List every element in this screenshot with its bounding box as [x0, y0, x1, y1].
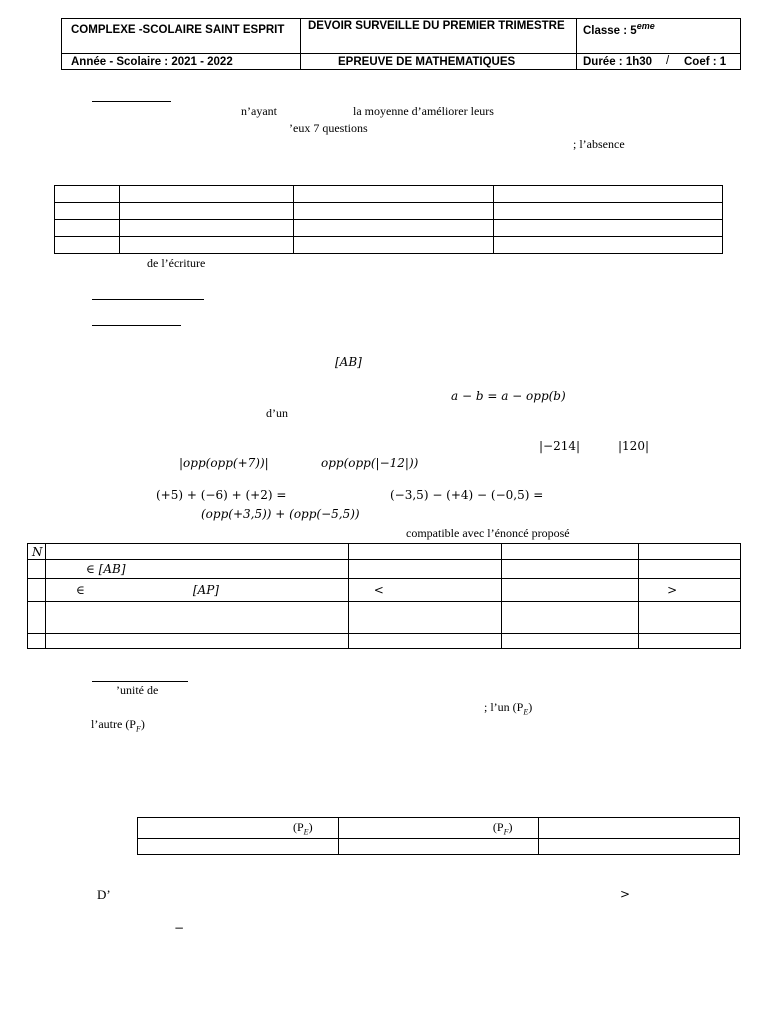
table-cell: [338, 839, 538, 855]
calculation: (+5) + (−6) + (+2) =: [156, 488, 287, 502]
table-cell: [639, 560, 741, 579]
table-cell: [639, 634, 741, 649]
table-cell: [119, 237, 293, 254]
table-cell: [348, 544, 502, 560]
absolute-value: |−214|: [539, 439, 581, 453]
calculation: (−3,5) − (+4) − (−0,5) =: [390, 488, 544, 502]
table-cell: [538, 818, 739, 839]
subject: EPREUVE DE MATHEMATIQUES: [338, 56, 516, 68]
table-cell: [494, 203, 723, 220]
absolute-value: |120|: [618, 439, 649, 453]
table-cell: [293, 220, 494, 237]
fragment-text: ; l’un $(P_E)$: [484, 700, 533, 717]
coefficient: Coef : 1: [684, 56, 727, 68]
header-divider: [62, 53, 740, 54]
table-header-pe: $(P_E)$: [138, 818, 339, 839]
fragment-text: d’un: [266, 406, 288, 420]
table-cell: [45, 544, 348, 560]
table-cell: <: [348, 579, 502, 602]
table-cell: [293, 237, 494, 254]
school-year: Année - Scolaire : 2021 - 2022: [71, 56, 233, 68]
table-cell: [502, 579, 639, 602]
formula: a − b = a − opp(b): [451, 389, 566, 403]
intro-text: n’ayant: [241, 104, 277, 118]
table-header-pf: $(P_F)$: [338, 818, 538, 839]
symbol: >: [620, 887, 631, 901]
intro-text: ; l’absence: [573, 137, 625, 151]
table-cell: ∈ [AP]: [45, 579, 348, 602]
table-cell: [502, 544, 639, 560]
comparison-table: [137, 817, 740, 855]
exam-title: DEVOIR SURVEILLE DU PREMIER TRIMESTRE: [308, 20, 565, 32]
table-cell: [502, 634, 639, 649]
table-cell: [293, 186, 494, 203]
table-cell: ∈ [AB]: [45, 560, 348, 579]
duration: Durée : 1h30: [583, 56, 653, 68]
header-divider: [300, 19, 301, 69]
expression: |opp(opp(+7))|: [179, 456, 269, 470]
table-cell: [28, 579, 46, 602]
column-header: N: [28, 544, 46, 560]
intro-text: ’eux 7 questions: [289, 121, 368, 135]
header-table: [61, 18, 741, 70]
table-cell: [138, 839, 339, 855]
table-cell: [494, 186, 723, 203]
table-cell: [28, 560, 46, 579]
caption-text: de l’écriture: [147, 256, 206, 270]
table-cell: [119, 220, 293, 237]
table-cell: [45, 602, 348, 634]
heading-underline: [92, 101, 171, 102]
table-cell: [502, 560, 639, 579]
table-cell: [494, 237, 723, 254]
table-cell: [293, 203, 494, 220]
table-cell: [55, 220, 120, 237]
table-cell: [639, 544, 741, 560]
heading-underline: [92, 299, 204, 300]
heading-underline: [92, 681, 188, 682]
table-cell: [55, 237, 120, 254]
table-cell: [348, 634, 502, 649]
fragment-text: D’: [97, 887, 111, 902]
table-cell: [28, 602, 46, 634]
table-cell: [348, 602, 502, 634]
grading-table: [54, 185, 723, 254]
table-cell: [119, 186, 293, 203]
table-cell: [502, 602, 639, 634]
table-cell: [639, 602, 741, 634]
fragment-text: l’autre $(P_F)$: [91, 717, 145, 734]
table-caption: compatible avec l’énoncé proposé: [406, 526, 570, 540]
class-level: Classe : 5eme: [583, 21, 655, 37]
table-cell: [55, 186, 120, 203]
table-cell: [119, 203, 293, 220]
calculation: (opp(+3,5)) + (opp(−5,5)): [201, 507, 360, 521]
table-cell: [538, 839, 739, 855]
table-cell: [348, 560, 502, 579]
header-divider: [576, 19, 577, 69]
intro-text: la moyenne d’améliorer leurs: [353, 104, 494, 118]
separator: /: [666, 55, 670, 67]
fragment-text: ’unité de: [116, 683, 159, 697]
heading-underline: [92, 325, 181, 326]
expression: opp(opp(|−12|)): [321, 456, 419, 470]
segment-notation: [AB]: [335, 355, 362, 369]
table-cell: [45, 634, 348, 649]
school-name: COMPLEXE -SCOLAIRE SAINT ESPRIT: [71, 24, 285, 36]
table-cell: [55, 203, 120, 220]
answer-table: [27, 543, 741, 649]
table-cell: >: [639, 579, 741, 602]
table-cell: [28, 634, 46, 649]
symbol: −: [174, 921, 185, 935]
table-cell: [494, 220, 723, 237]
